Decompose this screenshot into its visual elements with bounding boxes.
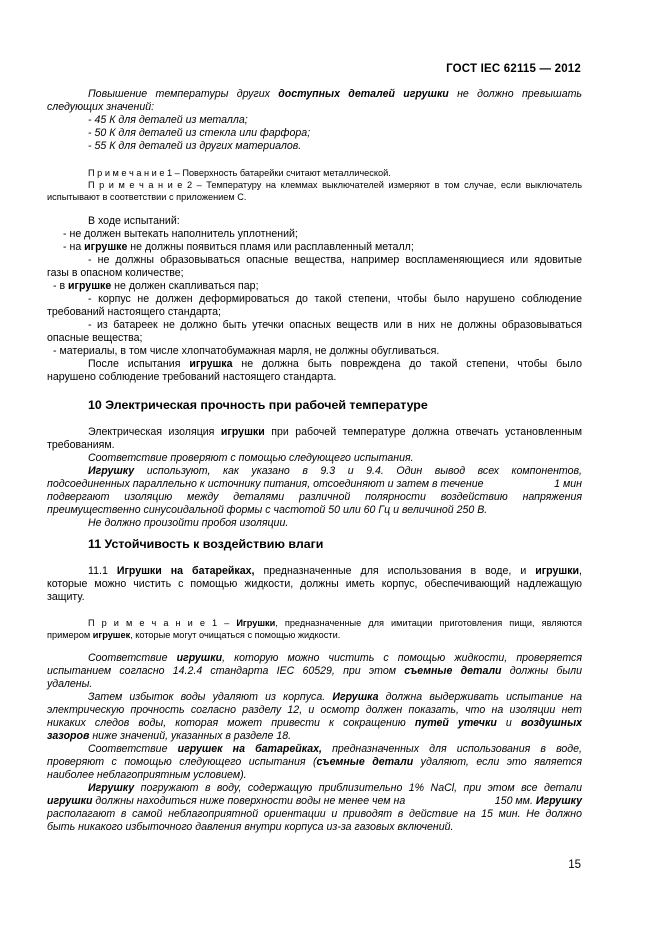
paragraph-line: Повышение температуры других доступных деталей игрушки не должно превышать	[88, 88, 582, 100]
paragraph-line: испытанием согласно 14.2.4 стандарта IEC 60529, при этом съемные детали должны были	[47, 665, 582, 677]
page-number: 15	[568, 859, 581, 871]
paragraph-line: требованиям.	[47, 439, 115, 451]
paragraph-line: Соответствие игрушек на батарейках, предназначенных для использования в воде,	[88, 743, 582, 755]
paragraph-line: преимущественно синусоидальной формы с частотой 50 или 60 Гц и величиной 250 В.	[47, 504, 488, 516]
paragraph-line: Затем избыток воды удаляют из корпуса. Игрушка должна выдерживать испытание на	[88, 691, 582, 703]
paragraph-line: удалены.	[47, 678, 93, 690]
paragraph-line: Не должно произойти пробоя изоляции.	[88, 517, 289, 529]
paragraph-line: наиболее неблагоприятным условием).	[47, 769, 247, 781]
section-11-heading: 11 Устойчивость к воздействию влаги	[88, 537, 324, 551]
note-11-1-cont: примером игрушек, которые могут очищаться с помощью жидкости.	[47, 630, 341, 640]
paragraph-line: нарушено соблюдение требований настоящего стандарта.	[47, 371, 337, 383]
list-item: - не должен вытекать наполнитель уплотнений;	[63, 228, 298, 240]
list-item: - корпус не должен деформироваться до такой степени, чтобы было нарушено соблюдение	[88, 293, 582, 305]
note-2: П р и м е ч а н и е 2 – Температуру на клеммах выключателей измеряют в том случае, если выключатель	[88, 180, 582, 190]
paragraph-line: подсоединенных параллельно к источнику питания, отсоединяют и затем в течение 1 мин	[47, 478, 582, 490]
paragraph-line: Соответствие игрушки, которую можно чистить с помощью жидкости, проверяется	[88, 652, 582, 664]
list-item: - 50 К для деталей из стекла или фарфора;	[88, 127, 311, 139]
list-item-cont: требований настоящего стандарта;	[47, 306, 221, 318]
paragraph-line: защиту.	[47, 591, 85, 603]
note-1: П р и м е ч а н и е 1 – Поверхность батарейки считают металлической.	[88, 168, 391, 178]
paragraph-line: Электрическая изоляция игрушки при рабочей температуре должна отвечать установленным	[88, 426, 583, 438]
paragraph-line: располагают в самой неблагоприятной ориентации и приводят в действие на 15 мин. Не должно	[47, 808, 582, 820]
list-item: - на игрушке не должны появиться пламя или расплавленный металл;	[63, 241, 414, 253]
list-item-cont: опасные вещества;	[47, 332, 143, 344]
note-11-1: П р и м е ч а н и е 1 – Игрушки, предназначенные для имитации приготовления пищи, являются	[88, 618, 583, 628]
paragraph-line: электрическую прочность согласно разделу 12, и осмотр должен показать, что на изоляции нет	[47, 704, 582, 716]
paragraph-line: проверяют с помощью следующего испытания (съемные детали удаляют, если это является	[47, 756, 583, 768]
paragraph-line: следующих значений:	[47, 101, 155, 113]
list-item: - не должны образовываться опасные вещества, например воспламеняющиеся или ядовитые	[88, 254, 582, 266]
paragraph-line: В ходе испытаний:	[88, 215, 180, 227]
paragraph-line: 11.1 Игрушки на батарейках, предназначенные для использования в воде, и игрушки,	[88, 565, 582, 577]
paragraph-line: быть никакого избыточного давления внутри корпуса из-за газовых включений.	[47, 821, 454, 833]
paragraph-line: подвергают изоляцию между деталями различной полярности воздействию напряжения	[47, 491, 582, 503]
list-item: - из батареек не должно быть утечки опасных веществ или в них не должны образовываться	[88, 319, 582, 331]
paragraph-line: После испытания игрушка не должна быть повреждена до такой степени, чтобы было	[88, 358, 582, 370]
paragraph-line: Игрушку погружают в воду, содержащую приблизительно 1% NaCl, при этом все детали	[88, 782, 582, 794]
section-10-heading: 10 Электрическая прочность при рабочей температуре	[88, 398, 428, 412]
note-2-cont: испытывают в соответствии с приложением С.	[47, 192, 247, 202]
list-item: - материалы, в том числе хлопчатобумажная марля, не должны обугливаться.	[53, 345, 440, 357]
list-item: - 55 К для деталей из других материалов.	[88, 140, 302, 152]
list-item-cont: газы в опасном количестве;	[47, 267, 184, 279]
paragraph-line: Соответствие проверяют с помощью следующего испытания.	[88, 452, 414, 464]
list-item: - в игрушке не должен скапливаться пар;	[53, 280, 259, 292]
paragraph-line: никаких следов воды, которая может привести к сокращению путей утечки и воздушных	[47, 717, 583, 729]
document-header: ГОСТ IEC 62115 — 2012	[446, 63, 581, 75]
paragraph-line: зазоров ниже значений, указанных в разделе 18.	[47, 730, 292, 742]
list-item: - 45 К для деталей из металла;	[88, 114, 248, 126]
paragraph-line: Игрушку используют, как указано в 9.3 и 9.4. Один вывод всех компонентов,	[88, 465, 582, 477]
paragraph-line: которые можно чистить с помощью жидкости, должны иметь корпус, обеспечивающий надлежащую	[47, 578, 582, 590]
paragraph-line: игрушки должны находиться ниже поверхности воды не менее чем на 150 мм. Игрушку	[47, 795, 582, 807]
